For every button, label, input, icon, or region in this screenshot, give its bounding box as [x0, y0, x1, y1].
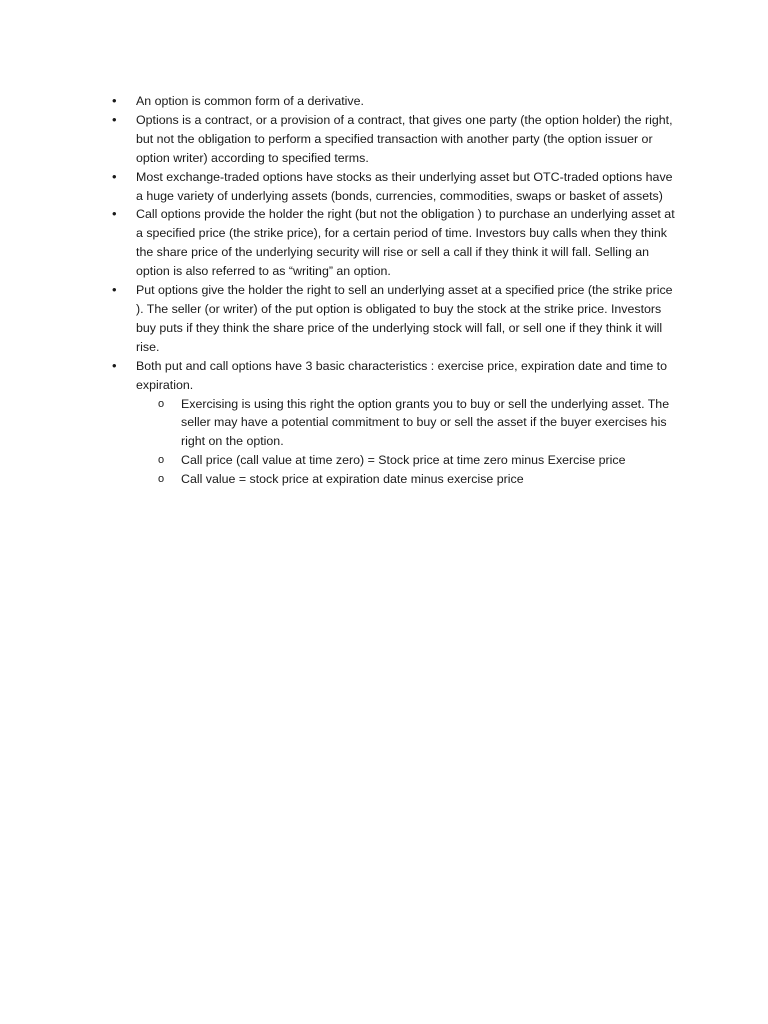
- list-item-text: Options is a contract, or a provision of a contract, that gives one party (the option holder) the right, but not the obligation to perform a specified transaction with another party (the option issuer or option writer) according to specified terms.: [136, 112, 673, 165]
- hollow-bullet-icon: o: [158, 473, 165, 486]
- sub-list-item-text: Exercising is using this right the option grants you to buy or sell the underlying asset. The seller may have a potential commitment to buy or sell the asset if the buyer exercises his right on the option.: [181, 396, 670, 449]
- sub-list-item-text: Call price (call value at time zero) = Stock price at time zero minus Exercise price: [181, 453, 626, 468]
- bullet-icon: •: [112, 111, 117, 127]
- list-item-text: Put options give the holder the right to sell an underlying asset at a specified price (the strike price ). The seller (or writer) of the put option is obligated to buy the stock at the strike price. Investors buy puts if they think the share price of the underlying stock will fall, or sell one if they think it will rise.: [136, 283, 673, 354]
- sub-bullet-list: [136, 395, 680, 490]
- list-item: [110, 111, 680, 168]
- list-item: [110, 205, 680, 281]
- bullet-icon: •: [112, 282, 117, 298]
- list-item-text: Most exchange-traded options have stocks as their underlying asset but OTC-traded options have a huge variety of underlying assets (bonds, currencies, commodities, swaps or basket of assets): [136, 169, 673, 203]
- sub-list-item-text: Call value = stock price at expiration date minus exercise price: [181, 472, 524, 487]
- list-item-text: Both put and call options have 3 basic characteristics : exercise price, expiration date and time to expiration.: [136, 358, 668, 392]
- hollow-bullet-icon: o: [158, 397, 165, 410]
- list-item-text: An option is common form of a derivative.: [136, 94, 364, 108]
- sub-list-item: [136, 395, 680, 452]
- bullet-icon: •: [112, 357, 117, 373]
- list-item: [110, 357, 680, 489]
- sub-list-item: [136, 470, 680, 489]
- list-item: [110, 281, 680, 357]
- list-item-text: Call options provide the holder the right (but not the obligation ) to purchase an underlying asset at a specified price (the strike price), for a certain period of time. Investors buy calls when they think the share price of the underlying security will rise or sell a call if they think it will fall. Selling an option is also referred to as “writing” an option.: [136, 207, 675, 279]
- bullet-icon: •: [112, 168, 117, 184]
- document-body: [110, 92, 680, 489]
- list-item: [110, 92, 680, 111]
- list-item: [110, 168, 680, 206]
- hollow-bullet-icon: o: [158, 454, 165, 467]
- bullet-icon: •: [112, 206, 117, 222]
- bullet-icon: •: [112, 93, 117, 108]
- sub-list-item: [136, 451, 680, 470]
- bullet-list: [110, 92, 680, 489]
